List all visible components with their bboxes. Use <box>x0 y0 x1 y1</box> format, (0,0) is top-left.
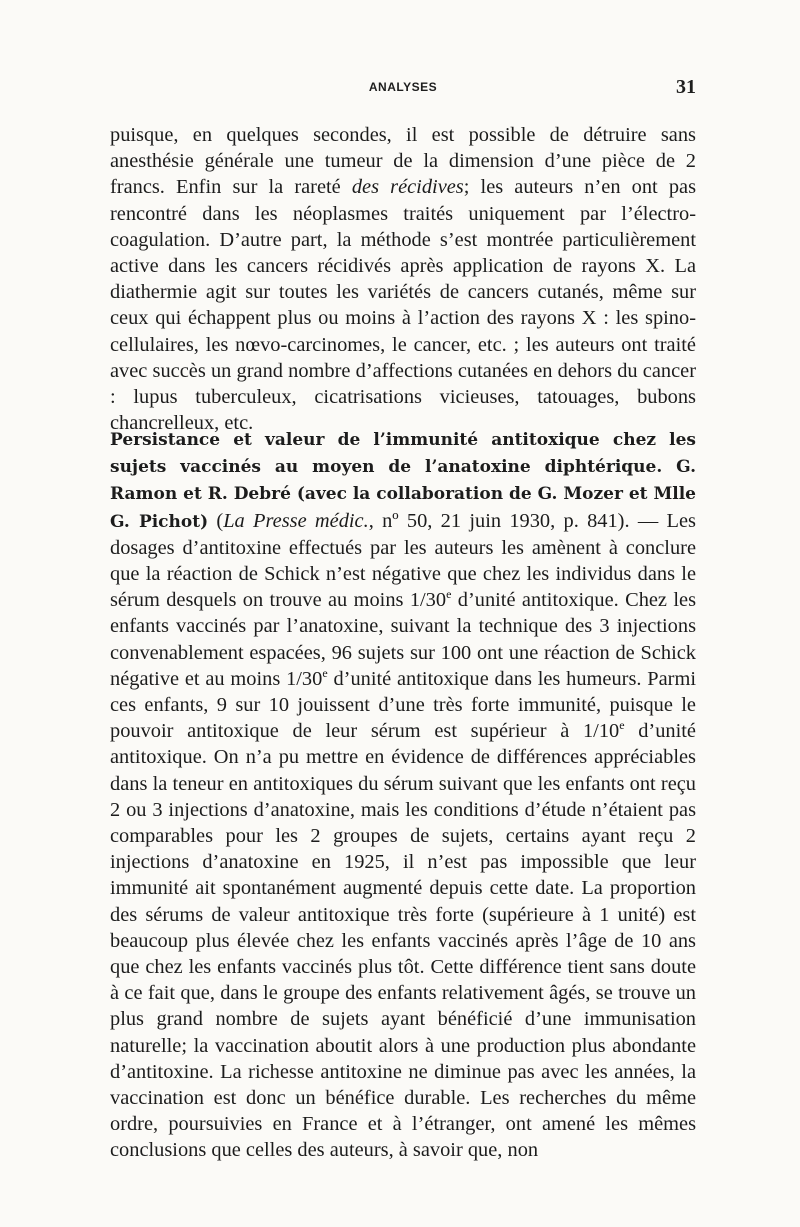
running-title: ANALYSES <box>368 80 438 94</box>
abstract-entry <box>110 426 696 1164</box>
text-run: d’unité antitoxique. On n’a pu mettre en évidence de différences appréciables dans la teneur en antitoxiques du sérum suivant que les enfants ont reçu 2 ou 3 injections d’anatoxine, mais les conditions d’étude n’étaient pas comparables pour les 2 groupes de sujets, certains ayant reçu 2 injections d’anatoxine en 1925, il n’est pas impossible que leur immunité ait spontanément augmenté depuis cette date. La proportion des sérums de valeur antitoxique très forte (supérieure à 1 unité) est beaucoup plus élevée chez les enfants vaccinés après l’âge de 10 ans que chez les enfants vaccinés plus tôt. Cette différence tient sans doute à ce fait que, dans le groupe des enfants relativement âgés, se trouve un plus grand nombre de sujets ayant bénéficié d’une immunisation naturelle; la vaccination aboutit alors à une production plus abondante d’antitoxine. La richesse antitoxine ne diminue pas avec les années, la vaccination est donc un bénéfice durable. Les recherches du même ordre, poursuivies en France et à l’étranger, ont amené les mêmes conclusions que celles des auteurs, à savoir que, non <box>110 720 696 1162</box>
superscript: e <box>619 718 625 733</box>
reference-details: , nº 50, 21 juin 1930, p. 841). — <box>368 509 667 532</box>
superscript: e <box>446 587 452 602</box>
text-run: puisque, en quelques secondes, il est possible de détruire sans anesthésie générale une tumeur de la dimension d’une pièce de 2 francs. Enfin sur la rareté <box>110 124 696 199</box>
text-run: Les dosages d’antitoxine effectués par les auteurs les amènent à conclure que la réaction de Schick n’est négative que chez les individus dans le sérum desquels on trouve au moins 1/30 <box>110 509 696 612</box>
superscript: e <box>322 666 328 681</box>
paragraph-continuation <box>110 122 696 436</box>
abstract-heading: Persistance et valeur de l’immunité antitoxique chez les sujets vaccinés au moyen de l’anatoxine diphtérique. G. Ramon et R. Debré (avec la collaboration de G. Mozer et Mlle G. Pichot) <box>110 430 696 532</box>
reference-open: ( <box>208 509 224 532</box>
journal-title: La Presse médic. <box>223 509 369 532</box>
page-number: 31 <box>676 76 696 98</box>
text-run: ; les auteurs n’en ont pas rencontré dans les néoplasmes traités uniquement par l’électro-coagulation. D’autre part, la méthode s’est montrée particulièrement active dans les cancers récidivés après application de rayons X. La diathermie agit sur toutes les variétés de cancers cutanés, même sur ceux qui échappent plus ou moins à l’action des rayons X : les spino-cellulaires, les nœvo-carcinomes, le cancer, etc. ; les auteurs ont traité avec succès un grand nombre d’affections cutanées en dehors du cancer : lupus tuberculeux, cicatrisations vicieuses, tatouages, bubons chancrelleux, etc. <box>110 176 697 435</box>
running-head <box>110 76 696 100</box>
italic-term: des récidives <box>351 176 464 199</box>
text-run: d’unité antitoxique dans les humeurs. Parmi ces enfants, 9 sur 10 jouissent d’une très forte immunité, puisque le pouvoir antitoxique de leur sérum est supérieur à 1/10 <box>110 667 696 743</box>
text-run: d’unité antitoxique. Chez les enfants vaccinés par l’anatoxine, suivant la technique des 3 injections convenablement espacées, 96 sujets sur 100 ont une réaction de Schick négative et au moins 1/30 <box>110 589 696 690</box>
